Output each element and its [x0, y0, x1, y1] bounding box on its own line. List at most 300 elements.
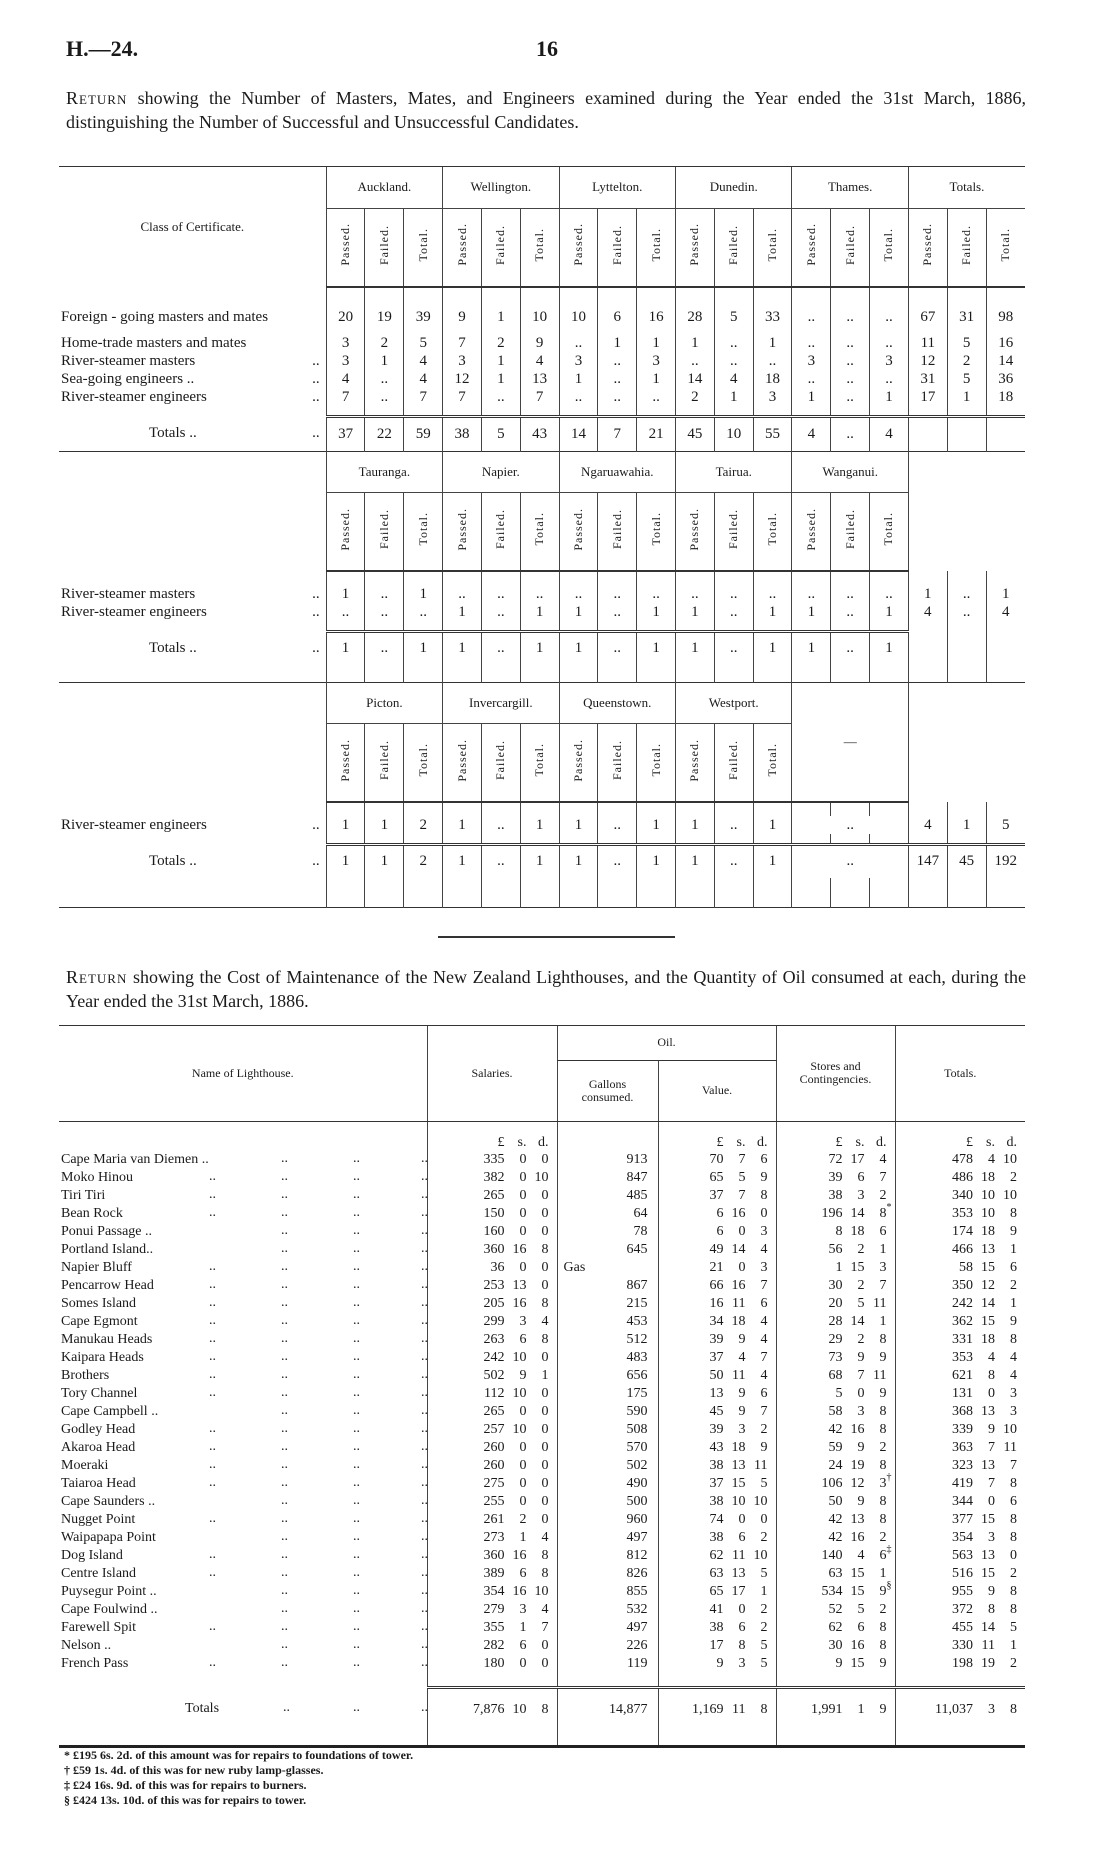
cell-value: 16: [637, 301, 676, 335]
salaries-shillings: 0: [519, 1152, 527, 1167]
stores-amount: [777, 1224, 895, 1240]
spacer: [637, 571, 676, 585]
salaries-amount: [428, 1548, 557, 1564]
port-header: Invercargill.: [443, 683, 559, 724]
salaries-pounds: 382: [483, 1170, 505, 1185]
salaries-pounds: 502: [483, 1368, 505, 1383]
class-header-cell: [59, 452, 326, 572]
name-leader: ..: [281, 1385, 288, 1400]
cell-value: ..: [404, 603, 443, 621]
salaries: [427, 1493, 557, 1511]
spacer: [947, 287, 986, 301]
stores-shillings: 3: [857, 1188, 865, 1203]
column-header-passed: [326, 493, 365, 572]
spacer: [776, 1731, 895, 1745]
salaries-amount: [428, 1584, 557, 1600]
stores-pounds: 72: [828, 1152, 843, 1167]
cell-value: [986, 417, 1025, 451]
examinations-block: [59, 683, 1025, 908]
lighthouse-name: [59, 1565, 427, 1583]
cell-value: 28: [676, 301, 715, 335]
totals-units-amount: [896, 1135, 1026, 1151]
spacer: [326, 802, 365, 816]
stores-amount: [777, 1202, 895, 1222]
cell-value: ..: [947, 603, 986, 621]
name-leader: ..: [353, 1700, 360, 1715]
cell-value: 1: [870, 389, 909, 407]
gallons-consumed: [557, 1565, 658, 1583]
totals-pounds: 372: [952, 1602, 973, 1617]
name-leader: ..: [353, 1421, 360, 1436]
name-leader: ..: [283, 1700, 290, 1715]
value-pence: 5: [760, 1476, 768, 1491]
table-row: [59, 1403, 1025, 1421]
totals-shillings: 18: [981, 1170, 995, 1185]
stores-pence: 8: [879, 1638, 887, 1653]
totals-amount: [896, 1188, 1026, 1204]
stores-pounds: 534: [821, 1584, 843, 1599]
spacer: [637, 834, 676, 844]
value-shillings: 6: [738, 1620, 746, 1635]
gallons-consumed: [557, 1385, 658, 1403]
cell-value: 1: [326, 816, 365, 834]
stores-amount: [777, 1472, 895, 1492]
totals-amount: [896, 1278, 1026, 1294]
stores-amount: [777, 1530, 895, 1546]
spacer: [831, 571, 870, 585]
stores-pence: 8: [879, 1404, 887, 1419]
spacer: [986, 621, 1025, 631]
totals-pounds: 516: [952, 1566, 973, 1581]
gallons-consumed: [557, 1403, 658, 1421]
totals-pence: 2: [1010, 1566, 1017, 1581]
table-row: [59, 1259, 1025, 1277]
cell-value: ..: [831, 301, 870, 335]
cell-value: 36: [986, 371, 1025, 389]
column-header-total: [520, 493, 559, 572]
value-pence: 1: [760, 1584, 768, 1599]
name-leader: ..: [421, 1367, 428, 1382]
spacer: [326, 878, 365, 907]
totals-pounds: 330: [952, 1638, 973, 1653]
value-pounds: 70: [709, 1152, 724, 1167]
table-row: [59, 389, 1025, 407]
value-pence: 6: [760, 1152, 768, 1167]
totals-pence: 10: [1003, 1152, 1017, 1167]
salaries-pence: 8: [541, 1332, 549, 1347]
spacer: [443, 287, 482, 301]
salaries-pence: 7: [541, 1620, 549, 1635]
cell-value: 3: [326, 353, 365, 371]
page-reference: H.—24.: [66, 36, 139, 61]
cell-value: ..: [792, 371, 831, 389]
stores-shillings: 14: [850, 1314, 865, 1329]
lighthouse-name-text: Tory Channel: [61, 1386, 138, 1401]
spacer: [908, 407, 947, 417]
value-pounds: 38: [709, 1494, 724, 1509]
stores-pence: 6: [879, 1224, 887, 1239]
table-row: [59, 1529, 1025, 1547]
cell-value: 31: [908, 371, 947, 389]
stores-amount: [777, 1386, 895, 1402]
value: [658, 1687, 776, 1731]
stores-pence: 2: [879, 1188, 887, 1203]
stores-pounds: 68: [828, 1368, 843, 1383]
lighthouse-name: [59, 1385, 427, 1403]
spacer: [637, 878, 676, 907]
value-amount: [659, 1278, 776, 1294]
cell-value: 1: [637, 816, 676, 834]
cell-value: 10: [714, 417, 753, 451]
totals-pence: 0: [1010, 1548, 1017, 1563]
value-pounds: 1,169: [692, 1701, 724, 1717]
stores-amount: [777, 1332, 895, 1348]
salaries-pence: 0: [541, 1440, 549, 1455]
salaries-header-label: Salaries.: [471, 1065, 513, 1080]
cell-value: 1: [481, 301, 520, 335]
spacer: [481, 407, 520, 417]
name-leader: ..: [421, 1385, 428, 1400]
stores: [776, 1687, 895, 1731]
value-shillings: 11: [732, 1296, 746, 1311]
name-leader: ..: [353, 1295, 360, 1310]
stores-units: [776, 1121, 895, 1151]
salaries-amount: [428, 1350, 557, 1366]
value-pounds: 65: [709, 1170, 724, 1185]
name-leader: ..: [421, 1700, 428, 1715]
stores-shillings: 2: [857, 1242, 865, 1257]
cell-value: 1: [559, 844, 598, 878]
spacer: [520, 878, 559, 907]
lighthouse-name-text: Portland Island..: [61, 1242, 154, 1257]
lighthouse-name-text: Cape Saunders ..: [61, 1494, 156, 1509]
value: [658, 1565, 776, 1583]
row-label-text: Foreign - going masters and mates: [61, 309, 269, 325]
cell-value: 1: [792, 603, 831, 621]
spacer: [598, 802, 637, 816]
cell-value: 1: [908, 585, 947, 603]
stores-pence: 7: [879, 1170, 887, 1185]
stores-amount: [777, 1602, 895, 1618]
name-leader: ..: [353, 1655, 360, 1670]
spacer: [792, 571, 831, 585]
value-shillings: 10: [731, 1494, 746, 1509]
name-header: [59, 1026, 427, 1121]
gallons-consumed: [557, 1511, 658, 1529]
cell-value: 14: [676, 371, 715, 389]
salaries-shillings: 0: [519, 1404, 527, 1419]
cell-value: 1: [365, 353, 404, 371]
cell-value: ..: [481, 816, 520, 834]
gallons-consumed: [557, 1457, 658, 1475]
spacer: [753, 802, 792, 816]
salaries-amount: [428, 1458, 557, 1474]
salaries-header: [427, 1026, 557, 1121]
lighthouse-name: [59, 1187, 427, 1205]
name-leader: ..: [353, 1565, 360, 1580]
value-pence: 7: [760, 1278, 768, 1293]
stores: [776, 1169, 895, 1187]
page-number: 16: [536, 36, 558, 61]
totals-amount: [896, 1548, 1026, 1564]
stores-amount: [777, 1314, 895, 1330]
value-units-shillings: s.: [736, 1135, 746, 1150]
salaries-pounds: 275: [483, 1476, 505, 1491]
cell-value: 2: [947, 353, 986, 371]
cell-value: 7: [443, 335, 482, 353]
lighthouse-name-text: Waipapapa Point: [61, 1530, 156, 1545]
table-row: [59, 1475, 1025, 1493]
stores-shillings: 16: [850, 1530, 865, 1545]
stores-shillings: 7: [857, 1368, 865, 1383]
salaries-shillings: 9: [519, 1368, 527, 1383]
totals-shillings: 4: [988, 1350, 995, 1365]
salaries: [427, 1187, 557, 1205]
value-shillings: 11: [732, 1368, 746, 1383]
totals: [895, 1601, 1025, 1619]
name-leader: ..: [281, 1169, 288, 1184]
salaries-amount: [428, 1566, 557, 1582]
row-label: [59, 844, 326, 878]
spacer: [947, 878, 986, 907]
totals-pence: 8: [1010, 1602, 1017, 1617]
salaries-shillings: 16: [512, 1296, 527, 1311]
name-leader: ..: [421, 1241, 428, 1256]
spacer: [598, 878, 637, 907]
salaries-pounds: 261: [483, 1512, 505, 1527]
column-header-label: Passed.: [570, 507, 585, 551]
value-units: [658, 1121, 776, 1151]
spacer: [427, 1731, 557, 1745]
cell-value: 1: [870, 631, 909, 665]
totals-pounds: 242: [952, 1296, 973, 1311]
cell-value: ..: [598, 844, 637, 878]
table-row: [59, 585, 1025, 603]
value: [658, 1187, 776, 1205]
salaries-pence: 0: [541, 1224, 549, 1239]
salaries-amount: [428, 1602, 557, 1618]
spacer: [908, 571, 947, 585]
name-leader: ..: [353, 1223, 360, 1238]
spacer: [365, 834, 404, 844]
gallons-value: 500: [626, 1494, 648, 1509]
value: [658, 1547, 776, 1565]
salaries-pence: 1: [541, 1368, 549, 1383]
gap-row: [59, 1673, 1025, 1687]
totals: [895, 1313, 1025, 1331]
cell-value: 98: [986, 301, 1025, 335]
cell-value: ..: [481, 389, 520, 407]
lighthouse-name: [59, 1403, 427, 1421]
stores-shillings: 16: [850, 1422, 865, 1437]
cell-value: 21: [637, 417, 676, 451]
salaries-pence: 0: [541, 1278, 549, 1293]
value-amount: [659, 1170, 776, 1186]
value-pence: 2: [760, 1620, 768, 1635]
cell-value: 1: [947, 389, 986, 407]
salaries-shillings: 0: [519, 1188, 527, 1203]
value-shillings: 3: [738, 1422, 746, 1437]
name-leader: ..: [421, 1601, 428, 1616]
salaries-amount: [428, 1512, 557, 1528]
row-label-text: Home-trade masters and mates: [61, 335, 247, 351]
cell-value: 5: [947, 335, 986, 353]
salaries-shillings: 16: [512, 1242, 527, 1257]
spacer: [365, 407, 404, 417]
cell-value: 1: [520, 844, 559, 878]
cell-value: [986, 631, 1025, 665]
class-header-cell: [59, 683, 326, 803]
totals-amount: [896, 1530, 1026, 1546]
spacer: [443, 407, 482, 417]
totals: [895, 1295, 1025, 1313]
cell-value: 4: [714, 371, 753, 389]
value-pounds: 38: [709, 1620, 724, 1635]
stores: [776, 1385, 895, 1403]
column-header-label: Passed.: [687, 507, 702, 551]
spacer: [559, 287, 598, 301]
lighthouse-name-text: Nugget Point: [61, 1512, 136, 1527]
spacer: [792, 878, 831, 907]
gallons-value: 590: [626, 1404, 648, 1419]
column-header-label: Failed.: [959, 224, 974, 265]
cell-value: 55: [753, 417, 792, 451]
column-header-failed: [714, 724, 753, 803]
totals-pounds: 563: [952, 1548, 973, 1563]
row-label: [59, 301, 326, 335]
salaries-amount: [428, 1260, 557, 1276]
lighthouse-name-text: Ponui Passage ..: [61, 1224, 152, 1239]
salaries: [427, 1313, 557, 1331]
cell-value: 1: [676, 816, 715, 834]
stores-amount: [777, 1566, 895, 1582]
section-divider: [438, 936, 675, 938]
cell-value: 1: [326, 844, 365, 878]
stores-pence: 11: [873, 1296, 887, 1311]
gallons-consumed: [557, 1493, 658, 1511]
stores-amount: [777, 1638, 895, 1654]
totals-amount: [896, 1656, 1026, 1672]
salaries-amount: [428, 1296, 557, 1312]
table-row: [59, 1601, 1025, 1619]
row-label: [59, 353, 326, 371]
gallons-header-label: Gallons consumed.: [581, 1076, 634, 1104]
spacer: [365, 571, 404, 585]
gallons-consumed: [557, 1313, 658, 1331]
value-pounds: 43: [709, 1440, 724, 1455]
gap-row: [59, 407, 1025, 417]
cell-value: 3: [637, 353, 676, 371]
cell-value: 2: [404, 844, 443, 878]
salaries-pence: 0: [541, 1458, 549, 1473]
cell-value: 7: [520, 389, 559, 407]
cell-value: 7: [404, 389, 443, 407]
name-leader: ..: [353, 1169, 360, 1184]
column-header-label: Total.: [881, 512, 896, 546]
cell-value: 3: [559, 353, 598, 371]
spacer: [637, 621, 676, 631]
stores-amount: [777, 1580, 895, 1600]
salaries-pounds: 255: [483, 1494, 505, 1509]
gallons-value: 490: [626, 1476, 648, 1491]
name-leader: ..: [353, 1403, 360, 1418]
cell-value: 147: [908, 844, 947, 878]
stores-pence: 9: [879, 1386, 887, 1401]
totals-amount: [896, 1386, 1026, 1402]
value-pounds: 37: [709, 1476, 724, 1491]
spacer: [427, 1673, 557, 1687]
totals-pence: 6: [1010, 1494, 1017, 1509]
cell-value: ..: [481, 585, 520, 603]
spacer: [947, 621, 986, 631]
value-pounds: 49: [709, 1242, 724, 1257]
filler-row: [59, 1731, 1025, 1745]
column-header-passed: [443, 208, 482, 287]
column-header-label: Total.: [648, 512, 663, 546]
value-shillings: 17: [731, 1584, 746, 1599]
cell-value: 6: [598, 301, 637, 335]
value: [658, 1223, 776, 1241]
value-amount: [659, 1386, 776, 1402]
spacer: [443, 878, 482, 907]
table-row: [59, 1187, 1025, 1205]
port-header-row: [59, 452, 1025, 493]
stores-pounds: 39: [828, 1170, 843, 1185]
gallons-value: 867: [626, 1278, 648, 1293]
spacer: [59, 407, 326, 417]
row-label-text: River-steamer engineers: [61, 816, 207, 833]
salaries-shillings: 1: [519, 1620, 527, 1635]
lighthouse-name: [59, 1421, 427, 1439]
table-row: [59, 1583, 1025, 1601]
value-shillings: 18: [731, 1440, 746, 1455]
cell-value: 10: [559, 301, 598, 335]
value-pounds: 13: [709, 1386, 724, 1401]
cell-value: ..: [481, 631, 520, 665]
lighthouses-table: [59, 1025, 1025, 1748]
name-leader: ..: [353, 1349, 360, 1364]
totals-amount: [896, 1314, 1026, 1330]
column-header-label: Failed.: [376, 740, 391, 780]
return1-title-text: showing the Number of Masters, Mates, and Engineers examined during the Year ended the 31st March, 1886, distinguishing the Number of Successful and Unsuccessful Candidates.: [66, 88, 1027, 132]
totals-amount: [896, 1350, 1026, 1366]
stores-amount: [777, 1494, 895, 1510]
spacer: [986, 802, 1025, 816]
cell-value: 1: [676, 631, 715, 665]
totals-amount: [896, 1242, 1026, 1258]
stores-shillings: 12: [850, 1476, 865, 1491]
return2-title-lead: Return: [66, 967, 128, 987]
totals: [895, 1259, 1025, 1277]
column-header-total: [520, 724, 559, 803]
name-leader: ..: [281, 1619, 288, 1634]
port-header-row: [59, 167, 1025, 208]
totals-shillings: 4: [988, 1152, 995, 1167]
value-amount: [659, 1620, 776, 1636]
table-row: [59, 1493, 1025, 1511]
spacer: [404, 407, 443, 417]
cell-value: ..: [792, 816, 908, 834]
stores-pence: 9 §: [879, 1580, 892, 1599]
stores-shillings: 9: [857, 1350, 865, 1365]
gallons-value: 960: [626, 1512, 648, 1527]
value: [658, 1241, 776, 1259]
stores: [776, 1259, 895, 1277]
column-header-failed: [365, 493, 404, 572]
value-shillings: 7: [738, 1152, 746, 1167]
totals-row: [59, 631, 1025, 665]
cell-value: 1: [676, 603, 715, 621]
